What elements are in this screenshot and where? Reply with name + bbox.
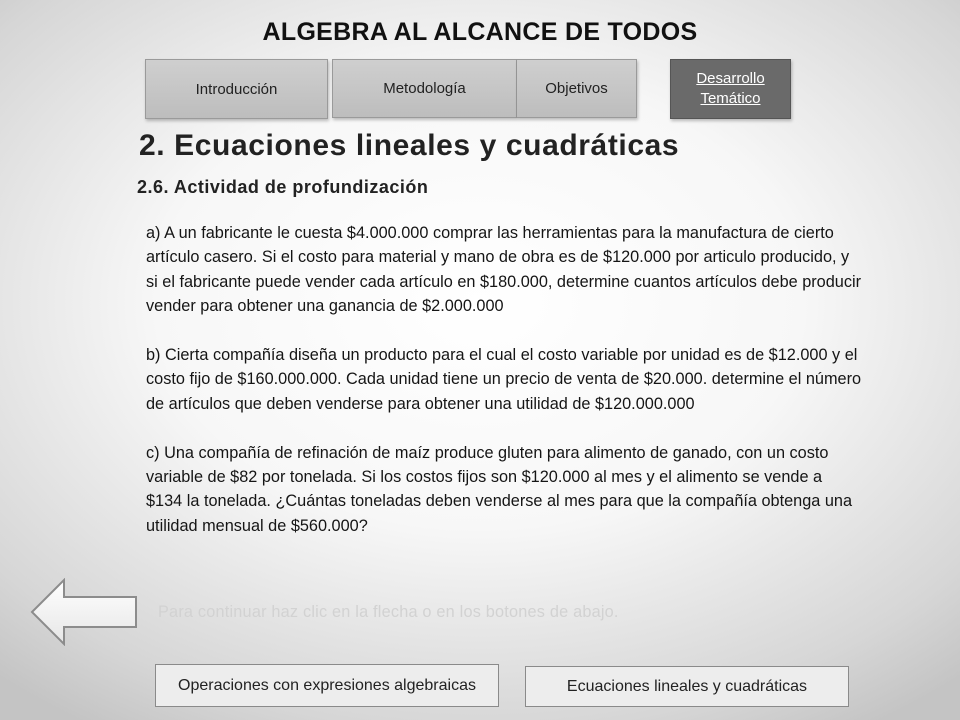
problem-a: a) A un fabricante le cuesta $4.000.000 comprar las herramientas para la manufactura de cierto artículo casero. Si el costo para material y mano de obra es de $120.000 por articulo producido, y si el fabricante puede vender cada artículo en $180.000, determine cuantos artículos debe producir vender para obtener una ganancia de $2.000.000 [146, 224, 862, 316]
next-topic-button[interactable] [525, 666, 849, 707]
prev-topic-label: Operaciones con expresiones algebraicas [178, 676, 476, 694]
tab-desarrollo-line2: Temático [700, 90, 761, 107]
tab-metodologia[interactable] [332, 59, 517, 118]
problem-list [146, 221, 862, 563]
back-arrow-icon[interactable] [30, 578, 138, 646]
tab-objetivos-label: Objetivos [545, 80, 608, 97]
page-title: ALGEBRA AL ALCANCE DE TODOS [262, 18, 698, 46]
tab-desarrollo-label [696, 69, 764, 110]
problem-b: b) Cierta compañía diseña un producto para el cual el costo variable por unidad es de $12.000 y el costo fijo de $160.000.000. Cada unidad tiene un precio de venta de $20.000. determine el número de artículos que deben venderse para obtener una utilidad de $120.000.000 [146, 346, 862, 413]
section-title: 2. Ecuaciones lineales y cuadráticas [139, 129, 680, 162]
next-topic-label: Ecuaciones lineales y cuadráticas [566, 677, 808, 695]
prev-topic-button[interactable] [155, 664, 499, 707]
tab-metodologia-label: Metodología [383, 80, 466, 97]
tab-objetivos[interactable] [517, 59, 637, 118]
tab-introduccion[interactable] [145, 59, 328, 119]
tab-introduccion-label: Introducción [195, 80, 278, 98]
subsection-title: 2.6. Actividad de profundización [137, 177, 429, 197]
tab-desarrollo-line1: Desarrollo [696, 69, 765, 87]
problem-c: c) Una compañía de refinación de maíz produce gluten para alimento de ganado, con un costo variable de $82 por tonelada. Si los costos fijos son $120.000 al mes y el alimento se vende a $134 la tonelada. ¿Cuántas toneladas deben venderse al mes para que la compañía obtenga una utilidad mensual de $560.000? [146, 443, 853, 535]
continue-hint: Para continuar haz clic en la flecha o en los botones de abajo. [158, 603, 619, 621]
tab-desarrollo-tematico[interactable] [670, 59, 791, 119]
